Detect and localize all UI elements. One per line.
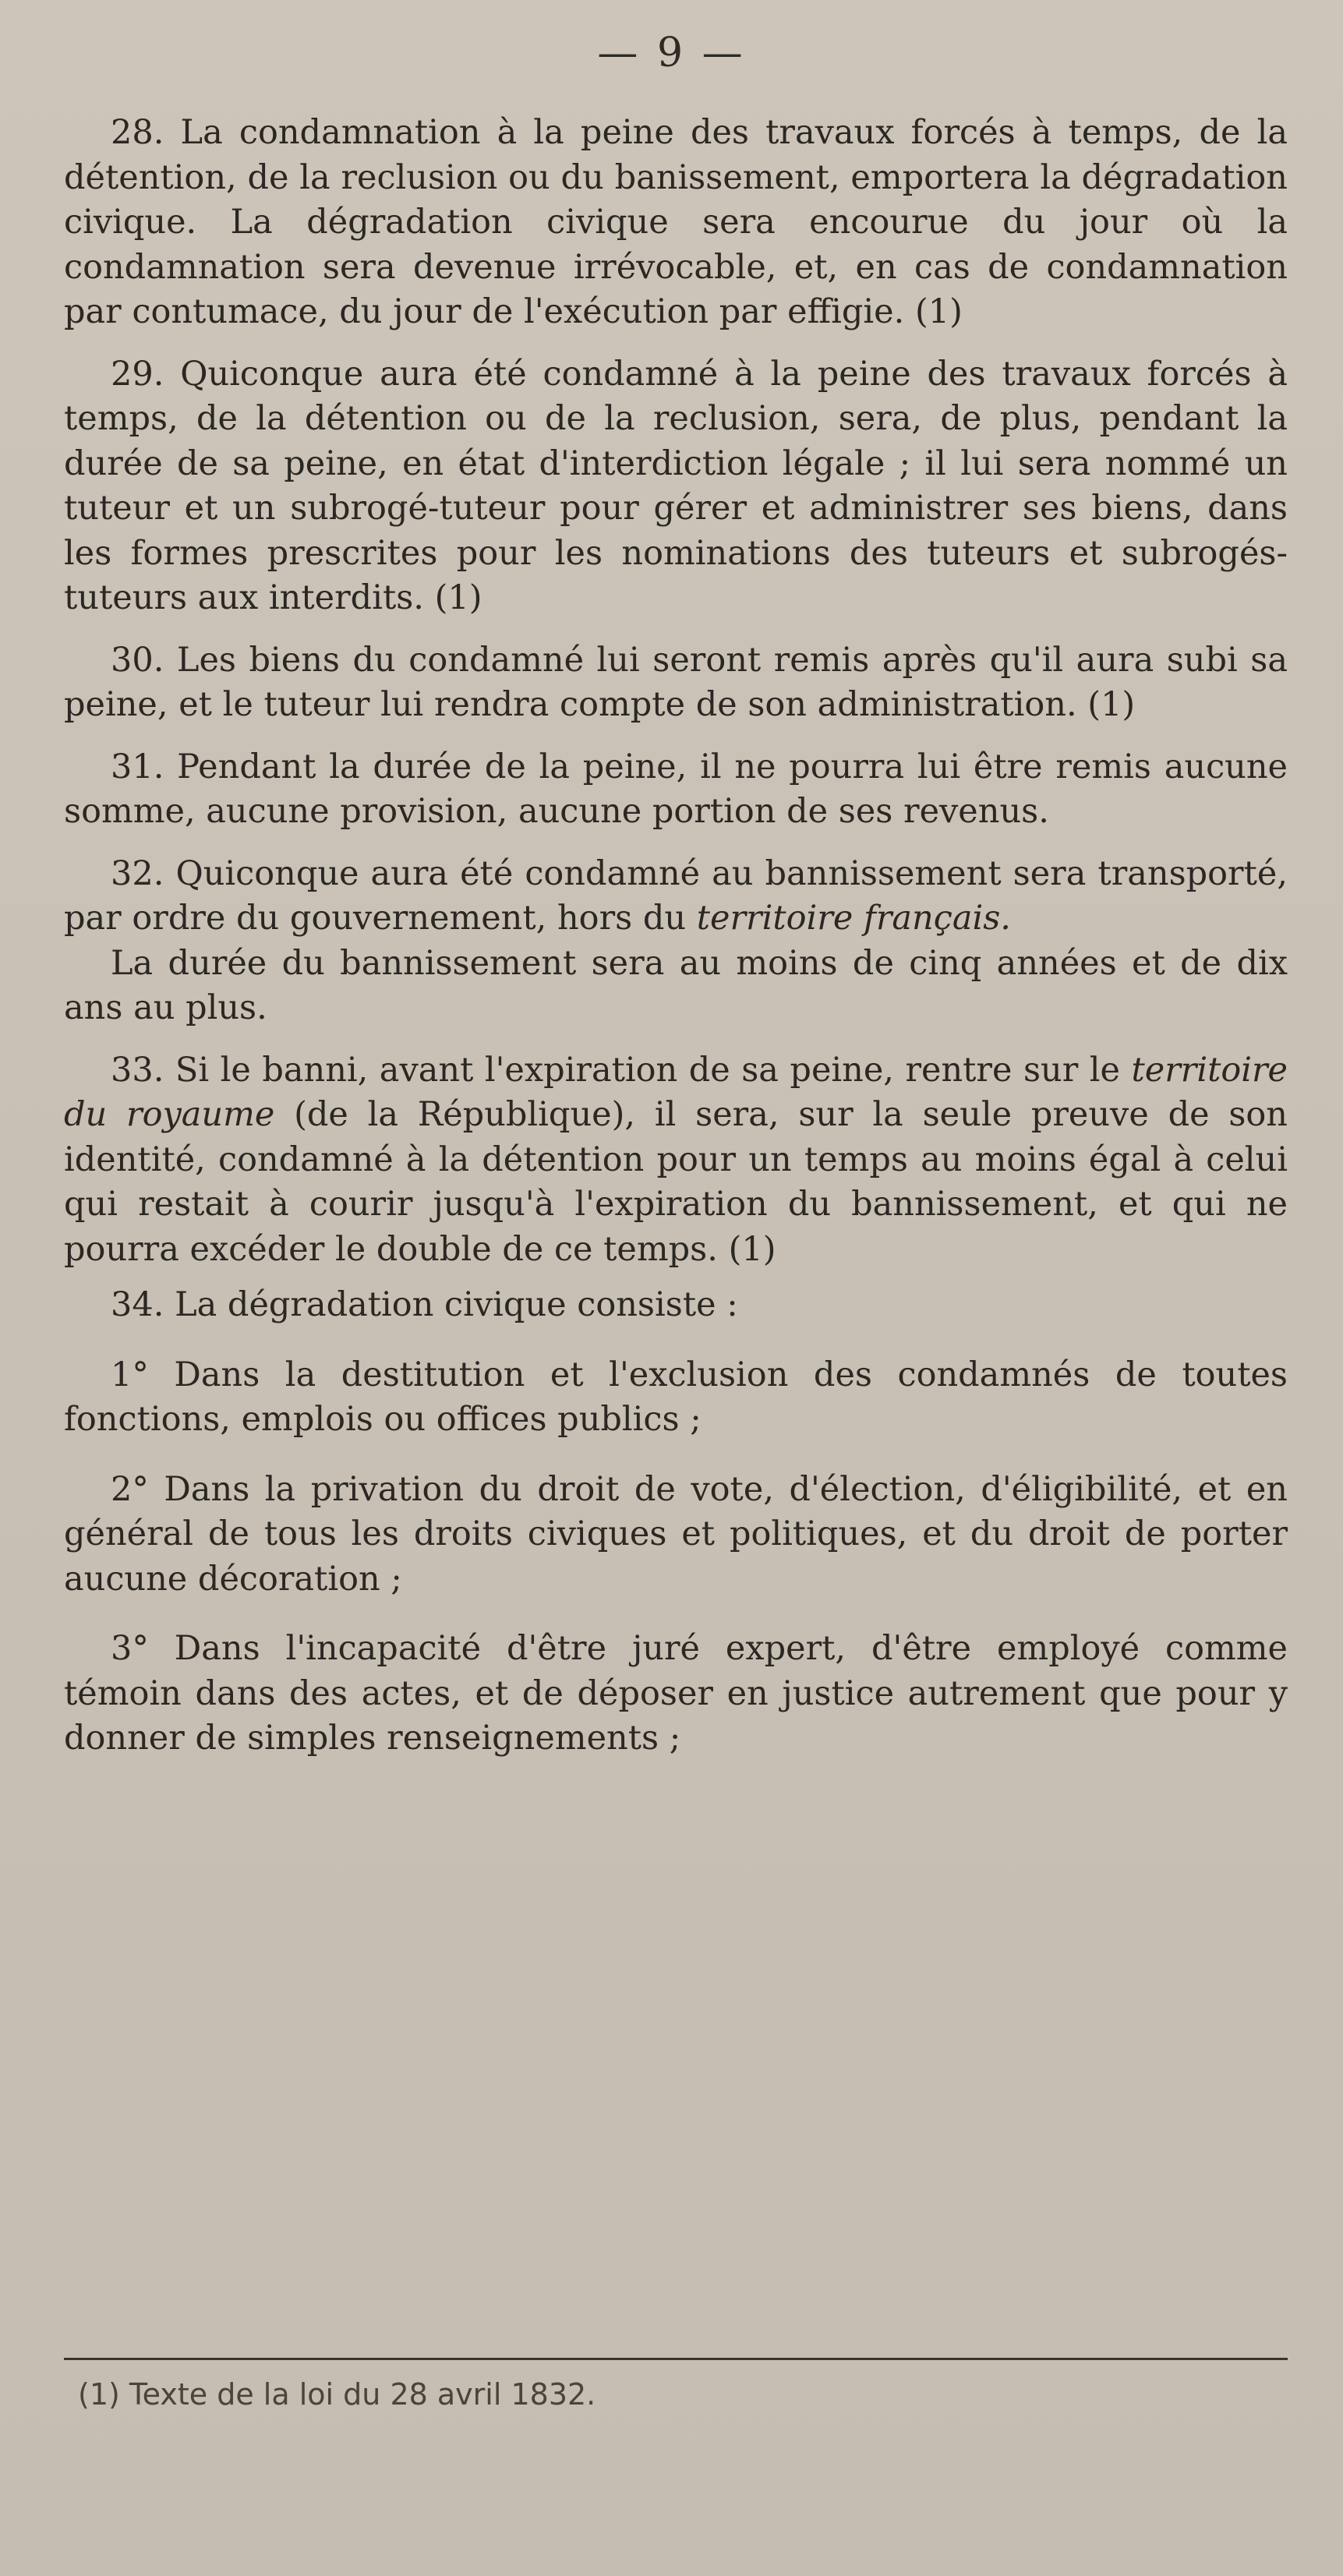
article-text: Quiconque aura été condamné au bannissement sera transporté, par ordre du gouvernement, hors du bbox=[64, 853, 1288, 938]
article-number: 29. bbox=[111, 354, 164, 394]
page-number: — 9 — bbox=[597, 30, 746, 76]
article-number: 28. bbox=[111, 113, 164, 152]
article-text: Pendant la durée de la peine, il ne pourra lui être remis aucune somme, aucune provision, aucune portion de ses revenus. bbox=[64, 747, 1288, 831]
item-number: 2° bbox=[111, 1469, 149, 1509]
item-number: 1° bbox=[111, 1355, 149, 1394]
item-1 bbox=[64, 1353, 1288, 1443]
article-text: Si le banni, avant l'expiration de sa peine, rentre sur le bbox=[175, 1050, 1120, 1090]
footnote: (1) Texte de la loi du 28 avril 1832. bbox=[78, 2377, 596, 2412]
article-text: Quiconque aura été condamné à la peine des travaux forcés à temps, de la détention ou de la reclusion, sera, de plus, pendant la durée de sa peine, en état d'interdiction légale ; il lui sera nommé un tuteur et un subrogé-tuteur pour gérer et administrer ses biens, dans les formes prescrites pour les nominations des tuteurs et subrogés-tuteurs aux interdits. bbox=[64, 354, 1288, 617]
article-29 bbox=[64, 352, 1288, 621]
item-text: Dans l'incapacité d'être juré expert, d'être employé comme témoin dans des actes, et de déposer en justice autrement que pour y donner de simples renseignements ; bbox=[64, 1629, 1288, 1758]
footnote-ref: (1) bbox=[434, 578, 482, 617]
footnote-ref: (1) bbox=[1087, 685, 1136, 724]
article-text: Les biens du condamné lui seront remis après qu'il aura subi sa peine, et le tuteur lui rendra compte de son administration. bbox=[64, 640, 1288, 724]
article-28 bbox=[64, 111, 1288, 335]
article-text: La durée du bannissement sera au moins de cinq années et de dix ans au plus. bbox=[64, 943, 1288, 1027]
article-32 bbox=[64, 852, 1288, 942]
article-number: 30. bbox=[111, 640, 164, 680]
article-30 bbox=[64, 638, 1288, 728]
article-text: La condamnation à la peine des travaux forcés à temps, de la détention, de la reclusion ou du banissement, emportera la dégradation civique. La dégradation civique sera encourue du jour où la condamnation sera devenue irrévocable, et, en cas de condamnation par contumace, du jour de l'exécution par effigie. bbox=[64, 113, 1288, 331]
article-number: 31. bbox=[111, 747, 164, 786]
footnote-ref: (1) bbox=[728, 1229, 776, 1269]
footnote-ref: (1) bbox=[914, 292, 963, 331]
article-text-italic: territoire français. bbox=[696, 899, 1011, 938]
article-text-italic: territoire du royaume bbox=[64, 1050, 1288, 1134]
article-number: 32. bbox=[111, 853, 164, 893]
article-34 bbox=[64, 1283, 1288, 1328]
article-32-continued bbox=[64, 942, 1288, 1031]
article-31 bbox=[64, 745, 1288, 835]
item-2 bbox=[64, 1468, 1288, 1602]
article-number: 34. bbox=[111, 1285, 164, 1324]
item-3 bbox=[64, 1627, 1288, 1762]
footnote-divider bbox=[64, 2358, 1288, 2360]
item-text: Dans la destitution et l'exclusion des condamnés de toutes fonctions, emplois ou offices publics ; bbox=[64, 1355, 1288, 1439]
page-body bbox=[64, 111, 1288, 1762]
item-number: 3° bbox=[111, 1629, 149, 1668]
article-text: (de la République), il sera, sur la seule preuve de son identité, condamné à la détention pour un temps au moins égal à celui qui restait à courir jusqu'à l'expiration du bannissement, et qui ne pourra excéder le double de ce temps. bbox=[64, 1095, 1288, 1269]
article-number: 33. bbox=[111, 1050, 164, 1090]
article-33 bbox=[64, 1048, 1288, 1273]
article-text: La dégradation civique consiste : bbox=[175, 1285, 738, 1324]
item-text: Dans la privation du droit de vote, d'élection, d'éligibilité, et en général de tous les droits civiques et politiques, et du droit de porter aucune décoration ; bbox=[64, 1469, 1288, 1599]
